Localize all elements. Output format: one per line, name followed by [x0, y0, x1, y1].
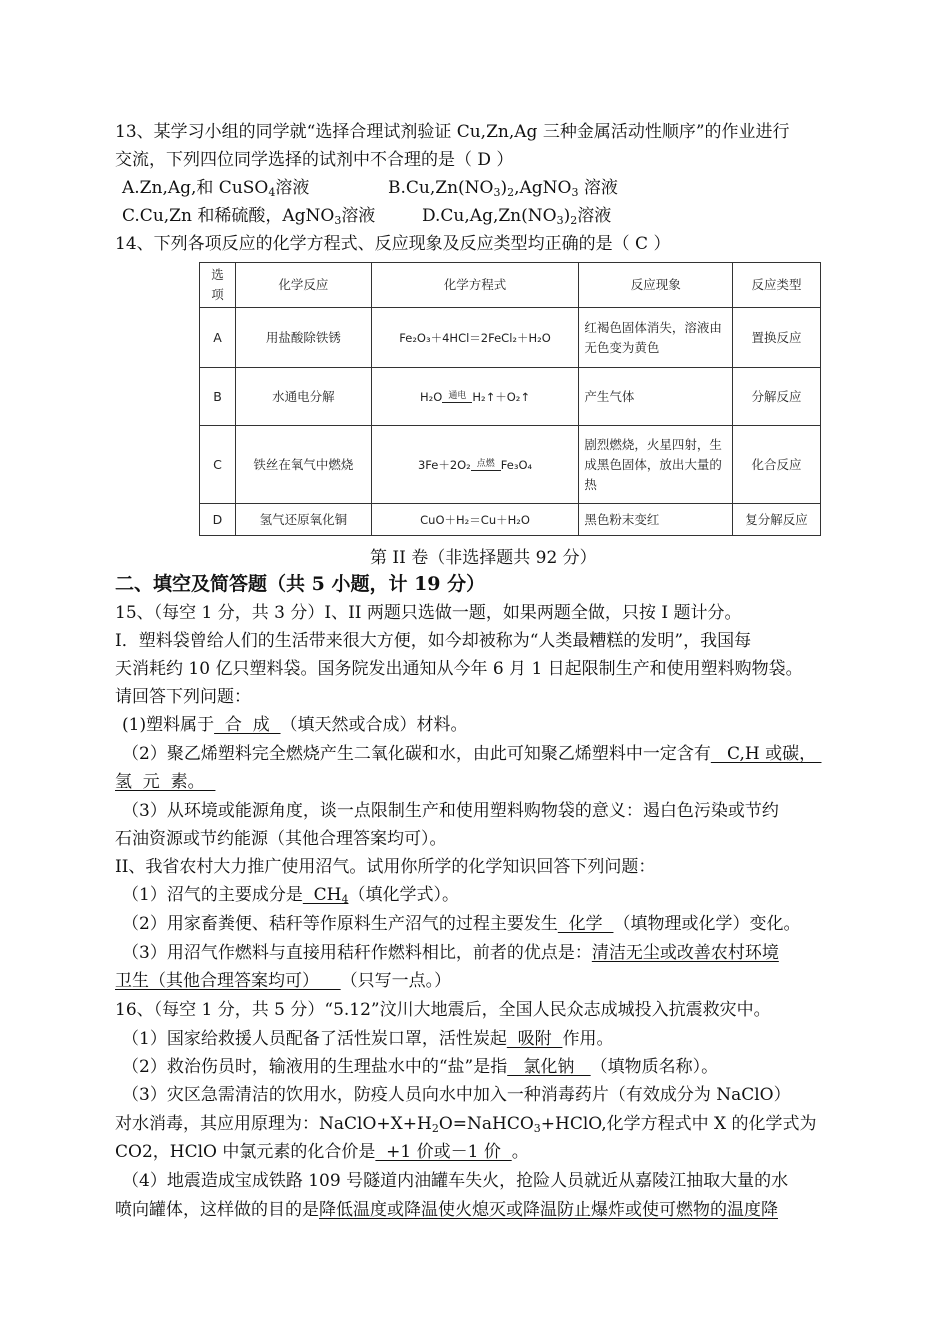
q16-intro: 16、（每空 1 分，共 5 分）“5.12”汶川大地震后，全国人民众志成城投入抗震救灾中。: [115, 1000, 771, 1020]
q15-ii-3: （3）用沼气作燃料与直接用秸秆作燃料相比，前者的优点是：清洁无尘或改善农村环境: [122, 943, 779, 963]
q16-2: （2）救治伤员时，输液用的生理盐水中的“盐”是指 氯化钠 （填物质名称）。: [122, 1057, 719, 1077]
q13-stem-line1: 13、某学习小组的同学就“选择合理试剂验证 Cu,Zn,Ag 三种金属活动性顺序”的作业进行: [115, 122, 790, 142]
answer-blank: 合 成: [214, 715, 281, 735]
q15-part-i-line1: I．塑料袋曾给人们的生活带来很大方便，如今却被称为“人类最糟糕的发明”，我国每: [115, 631, 752, 651]
condition-arrow: 通电: [442, 392, 472, 403]
q16-4: （4）地震造成宝成铁路 109 号隧道内油罐车失火，抢险人员就近从嘉陵江抽取大量的水: [122, 1171, 789, 1191]
row-type: 复分解反应: [733, 504, 821, 536]
answer-blank: +1 价或－1 价: [375, 1142, 512, 1162]
condition-arrow: 点燃: [471, 460, 501, 471]
q16-3-cont1: 对水消毒，其应用原理为：$NaClO+X+H_2O=NaHCO_3+HClO$,化学方程式中 X 的化学式为: [115, 1114, 817, 1135]
q15-ii-2: （2）用家畜粪便、秸秆等作原料生产沼气的过程主要发生 化学 （填物理或化学）变化。: [122, 914, 801, 934]
row-equation: CuO＋H₂＝Cu＋H₂O: [371, 504, 579, 536]
row-equation: Fe₂O₃＋4HCl＝2FeCl₂＋H₂O: [371, 308, 579, 368]
q15-intro: 15、（每空 1 分，共 3 分）I、II 两题只选做一题，如果两题全做，只按 I 题计分。: [115, 603, 742, 623]
row-equation: 3Fe＋2O₂ 点燃 Fe₃O₄: [371, 426, 579, 504]
row-reaction: 氢气还原氧化铜: [235, 504, 371, 536]
q14-stem: 14、下列各项反应的化学方程式、反应现象及反应类型均正确的是（ C ）: [115, 234, 671, 254]
row-phenomenon: 剧烈燃烧，火星四射，生成黑色固体，放出大量的热: [579, 426, 733, 504]
q15-part-i-line3: 请回答下列问题：: [115, 687, 251, 707]
table-row: [200, 308, 821, 368]
q15-part-ii: II、我省农村大力推广使用沼气。试用你所学的化学知识回答下列问题：: [115, 857, 656, 877]
answer-blank: 清洁无尘或改善农村环境: [591, 943, 779, 963]
answer-blank: C,H 或碳，: [710, 744, 822, 764]
header-phenomenon: 反应现象: [579, 263, 733, 308]
q15-ii-1: （1）沼气的主要成分是 $CH_4$（填化学式）。: [122, 885, 459, 906]
q13-option-c: C.Cu,Zn 和稀硫酸，AgNO$_3$溶液: [122, 206, 376, 227]
row-option: B: [200, 368, 236, 426]
header-type: 反应类型: [733, 263, 821, 308]
q13-option-b: $B.Cu,Zn(NO_3)_2,AgNO_3$ 溶液: [388, 178, 618, 199]
q15-i-3: （3）从环境或能源角度，谈一点限制生产和使用塑料购物袋的意义：遏白色污染或节约: [122, 801, 779, 821]
row-option: C: [200, 426, 236, 504]
q13-stem-line2: 交流，下列四位同学选择的试剂中不合理的是（ D ）: [115, 150, 514, 170]
q16-3-cont2: CO2，HClO 中氯元素的化合价是 +1 价或－1 价 。: [115, 1142, 529, 1162]
row-type: 分解反应: [733, 368, 821, 426]
row-phenomenon: 黑色粉末变红: [579, 504, 733, 536]
reaction-table: [199, 262, 821, 536]
row-type: 置换反应: [733, 308, 821, 368]
q15-i-3-cont: 石油资源或节约能源（其他合理答案均可）。: [115, 829, 447, 849]
answer-blank: 降低温度或降温使火熄灭或降温防止爆炸或使可燃物的温度降: [319, 1200, 778, 1220]
table-row: [200, 504, 821, 536]
answer-blank: 氢 元 素。: [115, 772, 216, 792]
section-heading: 二、填空及简答题（共 5 小题，计 19 分）: [115, 573, 486, 595]
q15-i-2: （2）聚乙烯塑料完全燃烧产生二氧化碳和水，由此可知聚乙烯塑料中一定含有 C,H 或碳，: [122, 744, 822, 764]
header-equation: 化学方程式: [371, 263, 579, 308]
answer-blank: 卫生（其他合理答案均可）: [115, 971, 341, 991]
row-phenomenon: 产生气体: [579, 368, 733, 426]
q16-1: （1）国家给救援人员配备了活性炭口罩，活性炭起 吸附 作用。: [122, 1029, 614, 1049]
row-reaction: 用盐酸除铁锈: [235, 308, 371, 368]
row-reaction: 铁丝在氧气中燃烧: [235, 426, 371, 504]
answer-blank: 化学: [557, 914, 614, 934]
header-reaction: 化学反应: [235, 263, 371, 308]
q15-part-i-line2: 天消耗约 10 亿只塑料袋。国务院发出通知从今年 6 月 1 日起限制生产和使用塑料购物袋。: [115, 659, 803, 679]
row-equation: H₂O 通电 H₂↑＋O₂↑: [371, 368, 579, 426]
answer-blank: 吸附: [506, 1029, 563, 1049]
q13-option-d: $D.Cu,Ag,Zn(NO_3)_2$溶液: [422, 206, 612, 227]
answer-blank: 氯化钠: [507, 1057, 591, 1077]
section-caption: 第 II 卷（非选择题共 92 分）: [370, 548, 597, 568]
table-row: [200, 426, 821, 504]
q16-3: （3）灾区急需清洁的饮用水，防疫人员向水中加入一种消毒药片（有效成分为 NaClO）: [122, 1085, 791, 1105]
row-type: 化合反应: [733, 426, 821, 504]
row-option: A: [200, 308, 236, 368]
answer-blank: $CH_4$: [302, 885, 349, 906]
row-reaction: 水通电分解: [235, 368, 371, 426]
table-header-row: [200, 263, 821, 308]
header-option: 选项: [200, 263, 236, 308]
q15-i-1: (1)塑料属于 合 成 （填天然或合成）材料。: [122, 715, 468, 735]
q15-ii-3-cont: 卫生（其他合理答案均可） （只写一点。）: [115, 971, 452, 991]
q13-option-a: A.Zn,Ag,和 CuSO$_4$溶液: [122, 178, 310, 199]
row-phenomenon: 红褐色固体消失，溶液由无色变为黄色: [579, 308, 733, 368]
q16-4-cont: 喷向罐体，这样做的目的是降低温度或降温使火熄灭或降温防止爆炸或使可燃物的温度降: [115, 1200, 778, 1220]
q15-i-2-cont: [115, 770, 215, 794]
row-option: D: [200, 504, 236, 536]
table-row: [200, 368, 821, 426]
